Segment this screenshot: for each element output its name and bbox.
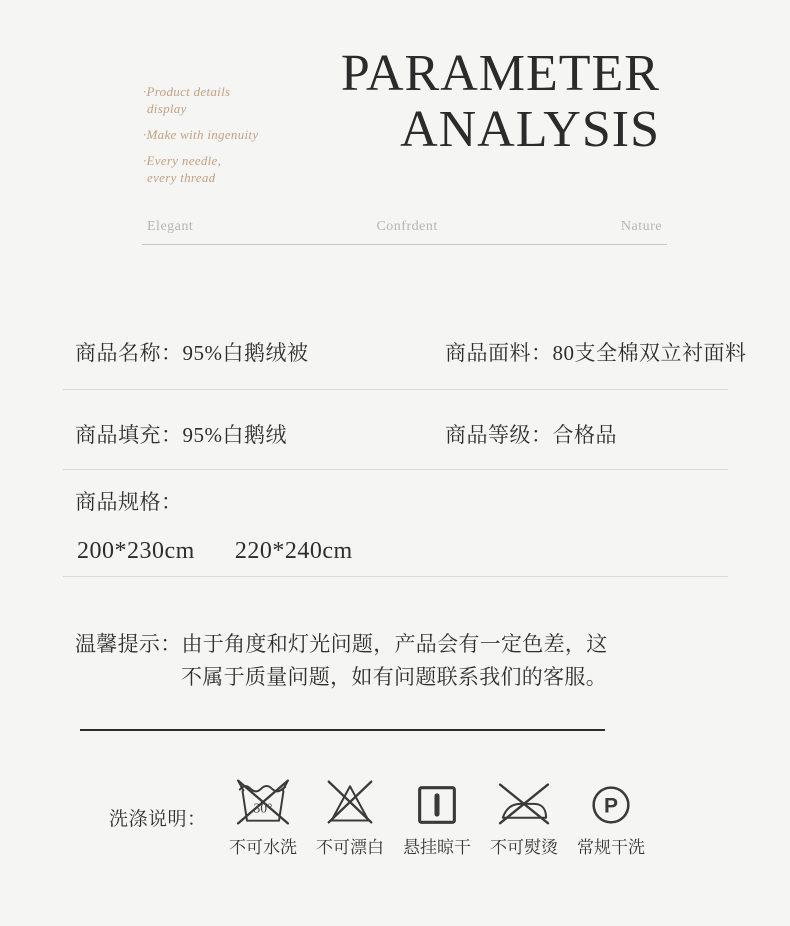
hero-taglines	[143, 83, 258, 195]
notice-line2: 不属于质量问题，如有问题联系我们的客服。	[181, 665, 607, 689]
spec-label: 商品名称：	[75, 341, 183, 365]
washing-item-label: 常规干洗	[577, 838, 645, 857]
spec-value: 95%白鹅绒	[182, 423, 287, 447]
spec-label: 商品面料：	[445, 341, 553, 365]
spec-label: 商品等级：	[445, 423, 553, 447]
dry-clean-icon	[590, 778, 632, 826]
divider	[63, 469, 728, 470]
divider	[63, 389, 728, 390]
notice-text: 由于角度和灯光问题，产品会有一定色差，这	[181, 632, 608, 656]
spec-label: 商品填充：	[75, 423, 183, 447]
washing-items	[228, 778, 646, 858]
tagline-line: ·Every needle,	[143, 153, 222, 168]
washing-item-label: 不可熨烫	[490, 838, 558, 857]
keyword-confrdent: Confrdent	[376, 219, 438, 234]
spec-size-label: 商品规格：	[75, 490, 183, 514]
washing-item-label: 不可水洗	[229, 838, 297, 857]
keyword-nature: Nature	[620, 219, 662, 234]
spec-value: 95%白鹅绒被	[182, 341, 309, 365]
page-title-line2: ANALYSIS	[400, 101, 660, 158]
hang-dry-icon	[416, 778, 458, 826]
tagline-product-details	[143, 83, 258, 117]
page-title	[341, 46, 660, 158]
wash-temp-text: 30°	[253, 800, 273, 816]
notice-line1	[75, 628, 608, 658]
tagline-line: ·Make with ingenuity	[143, 127, 259, 142]
washing-label: 洗涤说明：	[109, 809, 207, 830]
washing-item-no-wash	[228, 778, 298, 858]
tagline-ingenuity	[143, 126, 258, 143]
tagline-line: ·Product details	[143, 84, 231, 99]
spec-grade	[445, 422, 617, 448]
size-value: 200*230cm	[77, 538, 195, 564]
dry-clean-letter: P	[603, 794, 619, 818]
no-bleach-icon	[323, 778, 377, 826]
section-rule	[80, 729, 605, 731]
washing-item-no-bleach	[315, 778, 385, 858]
no-iron-icon	[496, 778, 552, 826]
spec-fabric	[445, 340, 747, 366]
washing-item-no-iron	[489, 778, 559, 858]
spec-value: 合格品	[552, 423, 617, 447]
washing-item-hang-dry	[402, 778, 472, 858]
spec-value: 80支全棉双立衬面料	[552, 341, 747, 365]
washing-item-dry-clean	[576, 778, 646, 858]
size-value: 220*240cm	[234, 538, 353, 564]
tagline-line: display	[147, 101, 187, 116]
spec-size-values	[77, 538, 353, 565]
spec-filling	[75, 422, 287, 448]
tagline-every-needle	[143, 152, 258, 186]
washing-item-label: 悬挂晾干	[403, 838, 471, 857]
keyword-elegant: Elegant	[147, 219, 194, 234]
washing-item-label: 不可漂白	[316, 838, 384, 857]
keyword-strip	[142, 219, 667, 245]
tagline-line: every thread	[147, 170, 216, 185]
notice-label: 温馨提示：	[75, 632, 182, 656]
divider	[63, 576, 728, 577]
spec-product-name	[75, 340, 309, 366]
no-wash-icon	[233, 778, 293, 826]
page-title-line1: PARAMETER	[340, 45, 660, 102]
